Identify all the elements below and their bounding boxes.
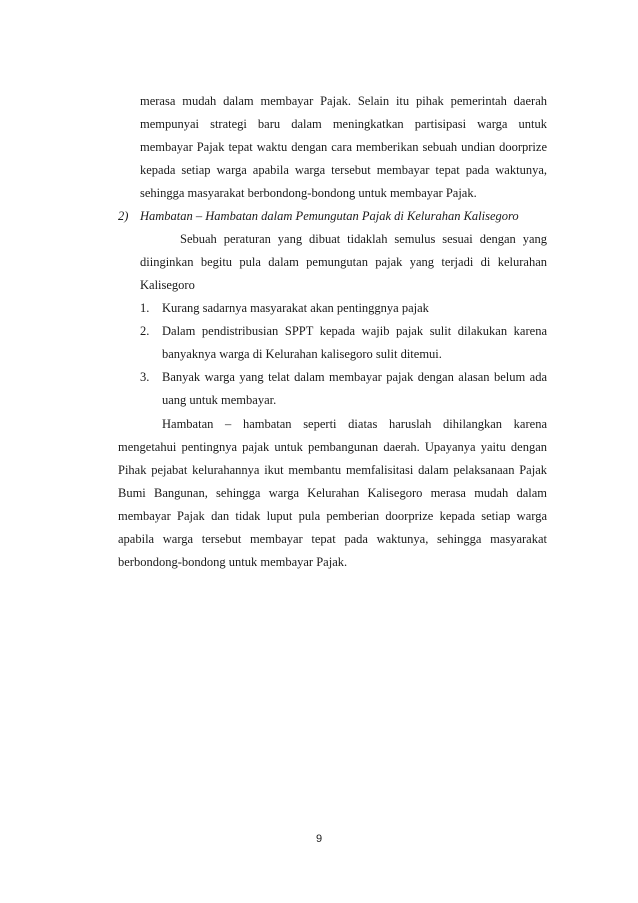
list-item-line: Kurang sadarnya masyarakat akan pentinggnya pajak	[162, 301, 429, 315]
paragraph-line: merasa mudah dalam membayar Pajak. Selain itu pihak pemerintah daerah	[140, 94, 547, 108]
list-item-number: 3.	[140, 370, 150, 384]
paragraph-line: Bumi Bangunan, sehingga warga Kelurahan Kalisegoro merasa mudah dalam	[118, 486, 547, 500]
paragraph-line: mempunyai strategi baru dalam meningkatkan partisipasi warga untuk	[140, 117, 547, 131]
section-number: 2)	[118, 209, 129, 223]
list-item-line: Banyak warga yang telat dalam membayar pajak dengan alasan belum ada	[162, 370, 547, 384]
paragraph-line: sehingga masyarakat berbondong-bondong untuk membayar Pajak.	[140, 186, 477, 200]
list-item-line: uang untuk membayar.	[162, 393, 277, 407]
list-item-number: 1.	[140, 301, 150, 315]
list-item-line: Dalam pendistribusian SPPT kepada wajib pajak sulit dilakukan karena	[162, 324, 547, 338]
page-number: 9	[315, 833, 323, 845]
paragraph-line: Kalisegoro	[140, 278, 195, 292]
paragraph-line: Pihak pejabat kelurahannya ikut membantu memfalisitasi dalam pelaksanaan Pajak	[118, 463, 547, 477]
section-heading: Hambatan – Hambatan dalam Pemungutan Pajak di Kelurahan Kalisegoro	[140, 209, 519, 223]
paragraph-line: membayar Pajak tepat waktu dengan cara memberikan sebuah undian doorprize	[140, 140, 547, 154]
paragraph-line: Hambatan – hambatan seperti diatas haruslah dihilangkan karena	[162, 417, 547, 431]
paragraph-line: kepada setiap warga apabila warga tersebut membayar tepat pada waktunya,	[140, 163, 547, 177]
list-item-number: 2.	[140, 324, 150, 338]
paragraph-line: apabila warga tersebut membayar tepat pada waktunya, sehingga masyarakat	[118, 532, 547, 546]
paragraph-line: membayar Pajak dan tidak luput pula pemberian doorprize kepada setiap warga	[118, 509, 547, 523]
list-item-line: banyaknya warga di Kelurahan kalisegoro sulit ditemui.	[162, 347, 442, 361]
paragraph-line: berbondong-bondong untuk membayar Pajak.	[118, 555, 348, 569]
paragraph-line: Sebuah peraturan yang dibuat tidaklah semulus sesuai dengan yang	[180, 232, 547, 246]
paragraph-line: mengetahui pentingnya pajak untuk pembangunan daerah. Upayanya yaitu dengan	[118, 440, 547, 454]
paragraph-line: diinginkan begitu pula dalam pemungutan pajak yang terjadi di kelurahan	[140, 255, 547, 269]
